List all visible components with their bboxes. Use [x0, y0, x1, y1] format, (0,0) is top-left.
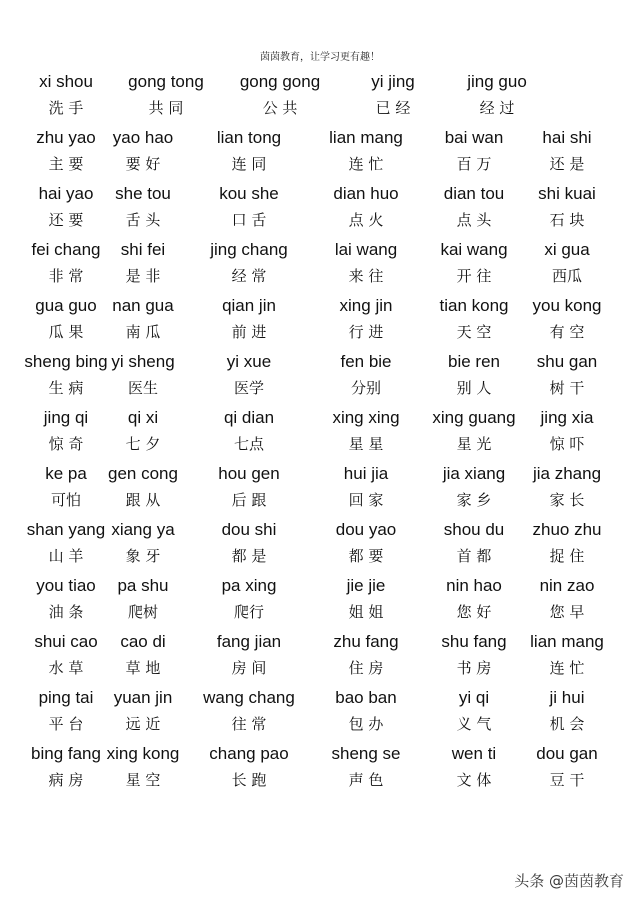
- hanzi-text: 舌 头: [125, 211, 161, 229]
- pinyin-text: she tou: [115, 184, 171, 203]
- pinyin-text: lian mang: [329, 128, 403, 147]
- pinyin-text: lai wang: [334, 240, 398, 259]
- pinyin-text: ji hui: [549, 688, 585, 707]
- word-pair: [507, 128, 627, 184]
- pinyin-text: dian tou: [443, 184, 505, 203]
- hanzi-text: 百 万: [456, 155, 492, 173]
- hanzi-text: 已 经: [375, 99, 411, 117]
- pinyin-text: hai yao: [38, 184, 94, 203]
- pinyin-text: xing kong: [106, 744, 180, 763]
- word-pair: [507, 464, 627, 520]
- hanzi-text: 义 气: [456, 715, 492, 733]
- pinyin-text: bie ren: [448, 352, 500, 371]
- hanzi-text: 豆 干: [549, 771, 585, 789]
- pinyin-text: nan gua: [112, 296, 174, 315]
- hanzi-text: 树 干: [549, 379, 585, 397]
- hanzi-text: 共 同: [148, 99, 184, 117]
- pinyin-text: dou shi: [221, 520, 277, 539]
- pinyin-text: shi fei: [120, 240, 166, 259]
- hanzi-text: 要 好: [125, 155, 161, 173]
- pinyin-text: zhu fang: [333, 632, 399, 651]
- hanzi-text: 点 头: [456, 211, 492, 229]
- pinyin-text: bing fang: [31, 744, 101, 763]
- hanzi-text: 病 房: [48, 771, 84, 789]
- hanzi-text: 口 舌: [231, 211, 267, 229]
- pinyin-text: you tiao: [36, 576, 96, 595]
- hanzi-text: 首 都: [456, 547, 492, 565]
- word-pair: [306, 744, 426, 800]
- pinyin-text: jia xiang: [442, 464, 506, 483]
- hanzi-text: 医生: [127, 379, 158, 397]
- word-row: [0, 408, 640, 464]
- hanzi-text: 都 要: [348, 547, 384, 565]
- hanzi-text: 星 星: [348, 435, 384, 453]
- word-pair: [189, 688, 309, 744]
- hanzi-text: 来 往: [348, 267, 384, 285]
- hanzi-text: 文 体: [456, 771, 492, 789]
- hanzi-text: 捉 住: [549, 547, 585, 565]
- pinyin-text: gong gong: [239, 72, 321, 91]
- pinyin-text: pa shu: [117, 576, 169, 595]
- pinyin-text: xiang ya: [111, 520, 175, 539]
- pinyin-text: xing guang: [432, 408, 516, 427]
- word-pair: [83, 464, 203, 520]
- hanzi-text: 瓜 果: [48, 323, 84, 341]
- hanzi-text: 山 羊: [48, 547, 84, 565]
- hanzi-text: 连 忙: [348, 155, 384, 173]
- word-pair: [189, 352, 309, 408]
- word-row: [0, 576, 640, 632]
- hanzi-text: 平 台: [48, 715, 84, 733]
- hanzi-text: 公 共: [262, 99, 298, 117]
- hanzi-text: 长 跑: [231, 771, 267, 789]
- word-pair: [507, 744, 627, 800]
- pinyin-text: shan yang: [26, 520, 106, 539]
- pinyin-text: shu fang: [441, 632, 507, 651]
- pinyin-text: jing chang: [210, 240, 288, 259]
- hanzi-text: 您 早: [549, 603, 585, 621]
- hanzi-text: 家 乡: [456, 491, 492, 509]
- hanzi-text: 远 近: [125, 715, 161, 733]
- pinyin-text: yi qi: [458, 688, 490, 707]
- pinyin-text: jie jie: [346, 576, 386, 595]
- pinyin-text: jing guo: [467, 72, 527, 91]
- word-row: [0, 688, 640, 744]
- hanzi-text: 经 常: [231, 267, 267, 285]
- word-row: [0, 296, 640, 352]
- word-pair: [507, 408, 627, 464]
- pinyin-text: jing xia: [540, 408, 594, 427]
- hanzi-text: 水 草: [48, 659, 84, 677]
- word-pair: [507, 576, 627, 632]
- hanzi-text: 星 光: [456, 435, 492, 453]
- word-pair: [83, 520, 203, 576]
- word-row: [0, 520, 640, 576]
- pinyin-text: lian tong: [216, 128, 282, 147]
- pinyin-text: kou she: [219, 184, 279, 203]
- hanzi-text: 惊 奇: [48, 435, 84, 453]
- pinyin-text: ke pa: [45, 464, 87, 483]
- word-pair: [507, 520, 627, 576]
- pinyin-text: dou gan: [536, 744, 598, 763]
- pinyin-text: sheng bing: [24, 352, 108, 371]
- hanzi-text: 还 要: [48, 211, 84, 229]
- hanzi-text: 都 是: [231, 547, 267, 565]
- pinyin-text: yuan jin: [113, 688, 173, 707]
- hanzi-text: 还 是: [549, 155, 585, 173]
- hanzi-text: 连 同: [231, 155, 267, 173]
- hanzi-text: 连 忙: [549, 659, 585, 677]
- word-pair: [83, 632, 203, 688]
- word-pair: [189, 464, 309, 520]
- watermark-text: 头条 @茵茵教育: [514, 872, 624, 890]
- hanzi-text: 声 色: [348, 771, 384, 789]
- word-pair: [220, 72, 340, 128]
- hanzi-text: 机 会: [549, 715, 585, 733]
- word-row: [0, 744, 640, 800]
- pinyin-text: bai wan: [444, 128, 504, 147]
- pinyin-text: zhuo zhu: [532, 520, 602, 539]
- word-pair: [83, 184, 203, 240]
- hanzi-text: 书 房: [456, 659, 492, 677]
- pinyin-text: nin zao: [539, 576, 595, 595]
- word-pair: [437, 72, 557, 128]
- word-pair: [306, 240, 426, 296]
- hanzi-text: 回 家: [348, 491, 384, 509]
- word-pair: [306, 128, 426, 184]
- pinyin-text: qi xi: [127, 408, 159, 427]
- hanzi-text: 七 夕: [125, 435, 161, 453]
- pinyin-text: gong tong: [128, 72, 204, 91]
- pinyin-text: yi xue: [226, 352, 272, 371]
- pinyin-text: you kong: [532, 296, 602, 315]
- word-pair: [507, 632, 627, 688]
- pinyin-text: shou du: [443, 520, 505, 539]
- word-pair: [507, 296, 627, 352]
- pinyin-text: fen bie: [340, 352, 392, 371]
- page-header: 茵茵教育，让学习更有趣！: [260, 52, 380, 63]
- pinyin-text: pa xing: [221, 576, 277, 595]
- hanzi-text: 七点: [233, 435, 264, 453]
- word-pair: [189, 184, 309, 240]
- hanzi-text: 爬行: [233, 603, 264, 621]
- hanzi-text: 生 病: [48, 379, 84, 397]
- word-row: [0, 72, 640, 128]
- hanzi-text: 您 好: [456, 603, 492, 621]
- hanzi-text: 开 往: [456, 267, 492, 285]
- hanzi-text: 包 办: [348, 715, 384, 733]
- pinyin-text: yi jing: [371, 72, 415, 91]
- pinyin-text: tian kong: [439, 296, 509, 315]
- pinyin-text: xi shou: [39, 72, 93, 91]
- word-pair: [333, 72, 453, 128]
- hanzi-text: 跟 从: [125, 491, 161, 509]
- pinyin-text: shu gan: [536, 352, 598, 371]
- pinyin-text: yao hao: [112, 128, 174, 147]
- word-pair: [189, 128, 309, 184]
- pinyin-text: wen ti: [451, 744, 497, 763]
- word-pair: [306, 520, 426, 576]
- word-row: [0, 464, 640, 520]
- word-pair: [83, 128, 203, 184]
- word-pair: [189, 632, 309, 688]
- pinyin-text: qian jin: [222, 296, 276, 315]
- pinyin-text: dou yao: [335, 520, 397, 539]
- pinyin-text: kai wang: [440, 240, 508, 259]
- hanzi-text: 爬树: [127, 603, 158, 621]
- pinyin-text: jing qi: [43, 408, 89, 427]
- word-pair: [83, 296, 203, 352]
- pinyin-text: dian huo: [333, 184, 399, 203]
- pinyin-text: fei chang: [31, 240, 101, 259]
- hanzi-text: 草 地: [125, 659, 161, 677]
- word-pair: [83, 240, 203, 296]
- hanzi-text: 分别: [350, 379, 381, 397]
- hanzi-text: 点 火: [348, 211, 384, 229]
- pinyin-text: nin hao: [446, 576, 502, 595]
- word-pair: [306, 576, 426, 632]
- pinyin-text: wang chang: [203, 688, 295, 707]
- hanzi-text: 医学: [233, 379, 264, 397]
- word-pair: [189, 576, 309, 632]
- word-row: [0, 240, 640, 296]
- pinyin-text: hai shi: [542, 128, 592, 147]
- hanzi-text: 石 块: [549, 211, 585, 229]
- hanzi-text: 西瓜: [551, 267, 582, 285]
- word-pair: [306, 688, 426, 744]
- hanzi-text: 家 长: [549, 491, 585, 509]
- pinyin-text: qi dian: [223, 408, 275, 427]
- hanzi-text: 洗 手: [48, 99, 84, 117]
- word-row: [0, 184, 640, 240]
- hanzi-text: 后 跟: [231, 491, 267, 509]
- pinyin-text: sheng se: [331, 744, 401, 763]
- word-pair: [306, 352, 426, 408]
- word-pair: [83, 408, 203, 464]
- hanzi-text: 象 牙: [125, 547, 161, 565]
- word-pair: [306, 184, 426, 240]
- hanzi-text: 有 空: [549, 323, 585, 341]
- pinyin-text: gen cong: [108, 464, 178, 483]
- hanzi-text: 别 人: [456, 379, 492, 397]
- pinyin-text: gua guo: [35, 296, 97, 315]
- hanzi-text: 房 间: [231, 659, 267, 677]
- watermark: [514, 870, 624, 891]
- word-row: [0, 352, 640, 408]
- word-pair: [507, 352, 627, 408]
- pinyin-text: bao ban: [335, 688, 397, 707]
- pinyin-text: xing jin: [339, 296, 393, 315]
- hanzi-text: 油 条: [48, 603, 84, 621]
- word-pair: [189, 408, 309, 464]
- hanzi-text: 姐 姐: [348, 603, 384, 621]
- hanzi-text: 天 空: [456, 323, 492, 341]
- pinyin-text: cao di: [120, 632, 166, 651]
- word-row: [0, 128, 640, 184]
- hanzi-text: 星 空: [125, 771, 161, 789]
- word-pair: [306, 632, 426, 688]
- hanzi-text: 前 进: [231, 323, 267, 341]
- word-pair: [189, 520, 309, 576]
- word-pair: [507, 688, 627, 744]
- pinyin-text: yi sheng: [111, 352, 175, 371]
- hanzi-text: 往 常: [231, 715, 267, 733]
- hanzi-text: 南 瓜: [125, 323, 161, 341]
- pinyin-text: lian mang: [530, 632, 604, 651]
- pinyin-text: chang pao: [209, 744, 289, 763]
- pinyin-text: hui jia: [343, 464, 389, 483]
- hanzi-text: 可怕: [50, 491, 81, 509]
- word-pair: [83, 688, 203, 744]
- word-pair: [83, 576, 203, 632]
- word-pair: [306, 464, 426, 520]
- word-pair: [189, 744, 309, 800]
- word-pair: [306, 296, 426, 352]
- pinyin-text: jia zhang: [532, 464, 602, 483]
- word-pair: [83, 352, 203, 408]
- word-pair: [306, 408, 426, 464]
- hanzi-text: 行 进: [348, 323, 384, 341]
- pinyin-text: hou gen: [218, 464, 280, 483]
- pinyin-text: fang jian: [216, 632, 282, 651]
- pinyin-text: zhu yao: [36, 128, 96, 147]
- word-pair: [106, 72, 226, 128]
- word-pair: [189, 296, 309, 352]
- pinyin-text: xing xing: [332, 408, 400, 427]
- pinyin-text: shi kuai: [538, 184, 596, 203]
- hanzi-text: 惊 吓: [549, 435, 585, 453]
- word-row: [0, 632, 640, 688]
- word-pair: [83, 744, 203, 800]
- hanzi-text: 是 非: [125, 267, 161, 285]
- word-pair: [189, 240, 309, 296]
- pinyin-text: xi gua: [544, 240, 590, 259]
- hanzi-text: 住 房: [348, 659, 384, 677]
- hanzi-text: 经 过: [479, 99, 515, 117]
- pinyin-text: shui cao: [34, 632, 98, 651]
- hanzi-text: 主 要: [48, 155, 84, 173]
- word-pair: [507, 184, 627, 240]
- pinyin-text: ping tai: [38, 688, 94, 707]
- word-pair: [507, 240, 627, 296]
- hanzi-text: 非 常: [48, 267, 84, 285]
